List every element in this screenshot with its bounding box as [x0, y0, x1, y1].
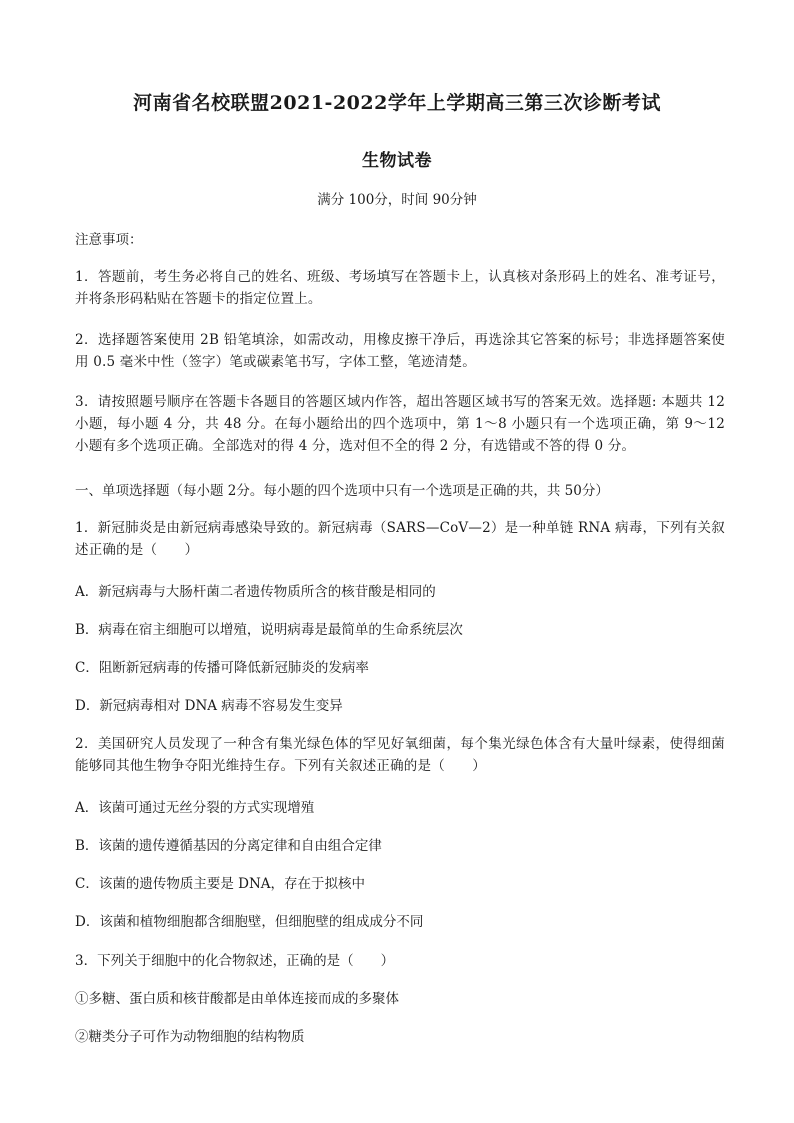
question-option: C．阻断新冠病毒的传播可降低新冠肺炎的发病率: [75, 660, 369, 676]
question-stem: 3．下列关于细胞中的化合物叙述，正确的是（ ）: [75, 953, 395, 969]
question-option: C．该菌的遗传物质主要是 DNA，存在于拟核中: [75, 876, 366, 892]
section-heading: 一、单项选择题（每小题 2分。每小题的四个选项中只有一个选项是正确的共，共 50分）: [75, 483, 609, 499]
notice-item: 2．选择题答案使用 2B 铅笔填涂，如需改动，用橡皮擦干净后，再选涂其它答案的标号；非选择题答案使用 0.5 毫米中性（签字）笔或碳素笔书写，字体工整，笔迹清楚。: [75, 332, 725, 370]
exam-info: 满分 100分，时间 90分钟: [317, 192, 477, 208]
notice-heading: 注意事项：: [75, 232, 143, 248]
question-stem: 2．美国研究人员发现了一种含有集光绿色体的罕见好氧细菌，每个集光绿色体含有大量叶绿素，使得细菌能够同其他生物争夺阳光维持生存。下列有关叙述正确的是（ ）: [75, 736, 725, 774]
question-option: D．该菌和植物细胞都含细胞壁，但细胞壁的组成成分不同: [75, 914, 424, 930]
question-option: B．病毒在宿主细胞可以增殖，说明病毒是最简单的生命系统层次: [75, 622, 463, 638]
exam-title: 河南省名校联盟2021-2022学年上学期高三第三次诊断考试: [133, 92, 661, 114]
question-option: A．新冠病毒与大肠杆菌二者遗传物质所含的核苷酸是相同的: [75, 584, 436, 600]
question-option: D．新冠病毒相对 DNA 病毒不容易发生变异: [75, 698, 343, 714]
question-option: ②糖类分子可作为动物细胞的结构物质: [75, 1029, 305, 1045]
question-option: ①多糖、蛋白质和核苷酸都是由单体连接而成的多聚体: [75, 991, 399, 1007]
subject-title: 生物试卷: [362, 151, 432, 171]
notice-item: 3．请按照题号顺序在答题卡各题目的答题区域内作答，超出答题区域书写的答案无效。选择题: 本题共 12 小题，每小题 4 分，共 48 分。在每小题给出的四个选项中，第 1～8 小题只有一个选项正确，第 9～12 小题有多个选项正确。全部选对的得 4 分，选对但不全的得 2 分，有选错或不答的得 0 分。: [75, 394, 725, 454]
question-stem: 1．新冠肺炎是由新冠病毒感染导致的。新冠病毒（SARS—CoV—2）是一种单链 RNA 病毒，下列有关叙述正确的是（ ）: [75, 520, 725, 558]
question-option: B．该菌的遗传遵循基因的分离定律和自由组合定律: [75, 838, 382, 854]
notice-item: 1．答题前，考生务必将自己的姓名、班级、考场填写在答题卡上，认真核对条形码上的姓名、准考证号，并将条形码粘贴在答题卡的指定位置上。: [75, 269, 725, 307]
question-option: A．该菌可通过无丝分裂的方式实现增殖: [75, 800, 315, 816]
